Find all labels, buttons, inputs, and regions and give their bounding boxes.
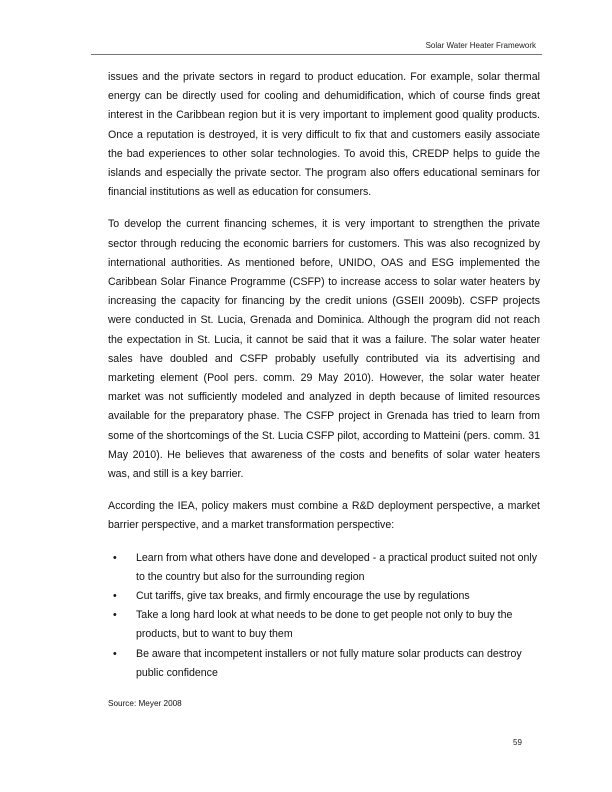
list-item-text: Cut tariffs, give tax breaks, and firmly encourage the use by regulations [136,590,470,603]
running-header-title: Solar Water Heater Framework [425,41,536,50]
list-item [108,587,540,606]
list-item-text: Be aware that incompetent installers or not fully mature solar products can destroy public confidence [136,647,522,679]
bullet-icon: • [113,609,117,622]
page-number: 59 [513,738,522,747]
list-item [108,606,540,644]
paragraph-iea-policy: According the IEA, policy makers must combine a R&D deployment perspective, a market barrier perspective, and a market transformation perspective: [108,500,540,532]
policy-recommendations-list [108,549,540,683]
paragraph-financing-schemes: To develop the current financing schemes, it is very important to strengthen the private sector through reducing the economic barriers for customers. This was also recognized by international authorities. As mentioned before, UNIDO, OAS and ESG implemented the Caribbean Solar Finance Programme (CSFP) to increase access to solar water heaters by increasing the capacity for financing by the credit unions (GSEII 2009b). CSFP projects were conducted in St. Lucia, Grenada and Dominica. Although the program did not reach the expectation in St. Lucia, it cannot be said that it was a failure. The solar water heater sales have doubled and CSFP probably usefully contributed via its advertising and marketing element (Pool pers. comm. 29 May 2010). However, the solar water heater market was not sufficiently modeled and analyzed in depth because of limited resources available for the preparatory phase. The CSFP project in Grenada has tried to learn from some of the shortcomings of the St. Lucia CSFP pilot, according to Matteini (pers. comm. 31 May 2010). He believes that awareness of the costs and benefits of solar water heaters was, and still is a key barrier. [108,218,540,481]
list-item [108,549,540,587]
list-item-text: Learn from what others have done and developed - a practical product suited not only to the country but also for the surrounding region [136,551,538,583]
source-citation: Source: Meyer 2008 [108,699,182,709]
header-divider [91,54,542,55]
paragraph-product-education: issues and the private sectors in regard to product education. For example, solar thermal energy can be directly used for cooling and dehumidification, which of course finds great interest in the Caribbean region but it is very important to implement good quality products. Once a reputation is destroyed, it is very difficult to fix that and customers easily associate the bad experiences to other solar technologies. To avoid this, CREDP helps to guide the islands and especially the private sector. The program also offers educational seminars for financial institutions as well as education for consumers. [108,71,540,199]
list-item [108,645,540,683]
page-body [108,68,540,713]
list-item-text: Take a long hard look at what needs to be done to get people not only to buy the products, but to want to buy them [136,609,513,641]
bullet-icon: • [113,590,117,603]
bullet-icon: • [113,551,117,564]
bullet-icon: • [113,647,117,660]
